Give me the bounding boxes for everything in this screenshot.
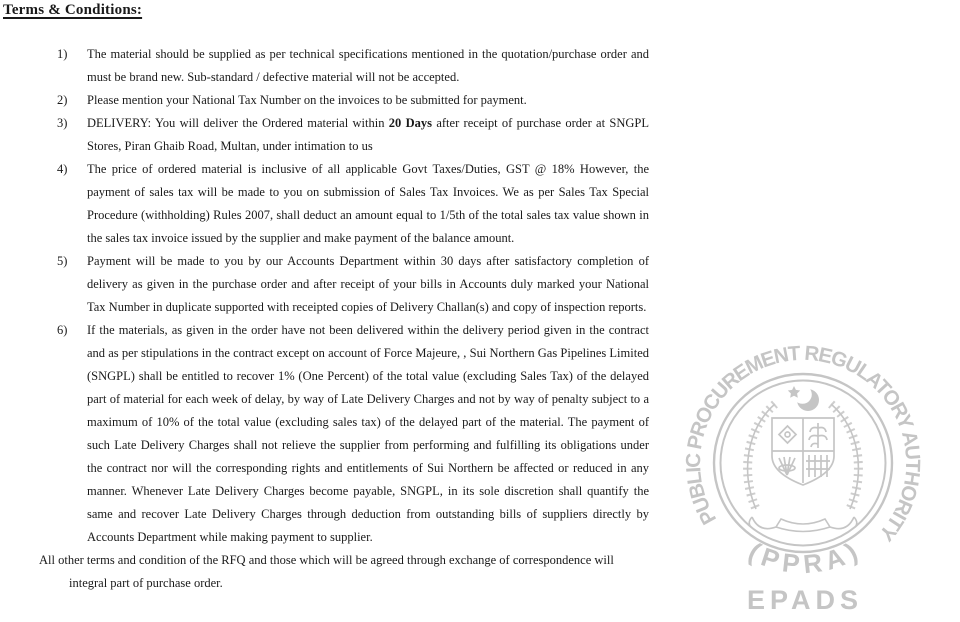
term-text: Payment will be made to you by our Accounts Department within 30 days after satisfactory completion of delivery as given in the purchase order and after receipt of your bills in Accounts duly marked your National Tax Number in duplicate supported with receipted copies of Delivery Challan(s) and copy of inspection reports.: [87, 254, 649, 314]
svg-text:PUBLIC PROCUREMENT REGULATORY: [682, 342, 924, 547]
term-text: The material should be supplied as per technical specifications mentioned in the quotation/purchase order and must be brand new. Sub-standard / defective material will not be accepted.: [87, 47, 649, 84]
shield-icon: [772, 418, 834, 485]
term-item: [57, 43, 649, 89]
watermark-ring-text: PUBLIC PROCUREMENT REGULATORY AUTHORITY: [681, 341, 925, 547]
crescent-star-icon: [788, 385, 819, 411]
term-text: DELIVERY: You will deliver the Ordered material within 20 Days after receipt of purchase order at SNGPL Stores, Piran Ghaib Road, Multan, under intimation to us: [87, 116, 649, 153]
term-number: 3): [57, 116, 68, 130]
wreath-icon: [748, 404, 859, 509]
term-text: Please mention your National Tax Number on the invoices to be submitted for payment.: [87, 93, 527, 107]
term-number: 4): [57, 162, 68, 176]
watermark-epads-text: EPADS: [746, 585, 864, 615]
banner-icon: [749, 517, 857, 532]
term-number: 2): [57, 93, 68, 107]
watermark-ppra-text: (PPRA): [743, 535, 864, 580]
closing-line-1: All other terms and condition of the RFQ and those which will be agreed through exchange of correspondence will: [39, 553, 614, 567]
closing-line-2: integral part of purchase order.: [69, 576, 223, 590]
term-number: 1): [57, 47, 68, 61]
term-number: 6): [57, 323, 68, 337]
term-text: The price of ordered material is inclusive of all applicable Govt Taxes/Duties, GST @ 18% However, the payment of sales tax will be made to you on submission of Sales Tax Invoices. We as per Sales Tax Special Procedure (withholding) Rules 2007, shall deduct an amount equal to 1/5th of the total sales tax value shown in the sales tax invoice issued by the supplier and make payment of the balance amount.: [87, 162, 649, 245]
term-item: [57, 319, 649, 549]
terms-list: [57, 43, 649, 549]
term-item: [57, 112, 649, 158]
term-text: If the materials, as given in the order have not been delivered within the delivery period given in the contract and as per stipulations in the contract except on account of Force Majeure, , Sui Northern Gas Pipelines Limited (SNGPL) shall be entitled to recover 1% (One Percent) of the total value (excluding Sales Tax) of the delayed part of material for each week of delay, by way of Late Delivery Charges and not by way of penalty subject to a maximum of 10% of the total value (excluding sales tax) of the delayed part of the material. The payment of such Late Delivery Charges shall not relieve the supplier from performing and fulfilling its obligations under the contract nor will the corresponding rights and entitlements of Sui Northern be affected or reduced in any manner. Whenever Late Delivery Charges become payable, SNGPL, in its sole discretion shall quantify the same and recover Late Delivery Charges through deduction from outstanding bills of suppliers directly by Accounts Department while making payment to supplier.: [87, 323, 649, 544]
term-item: [57, 158, 649, 250]
term-number: 5): [57, 254, 68, 268]
page-title: Terms & Conditions:: [3, 2, 143, 18]
seal-double-ring: [714, 374, 892, 552]
term-item: [57, 89, 649, 112]
term-item: [57, 250, 649, 319]
